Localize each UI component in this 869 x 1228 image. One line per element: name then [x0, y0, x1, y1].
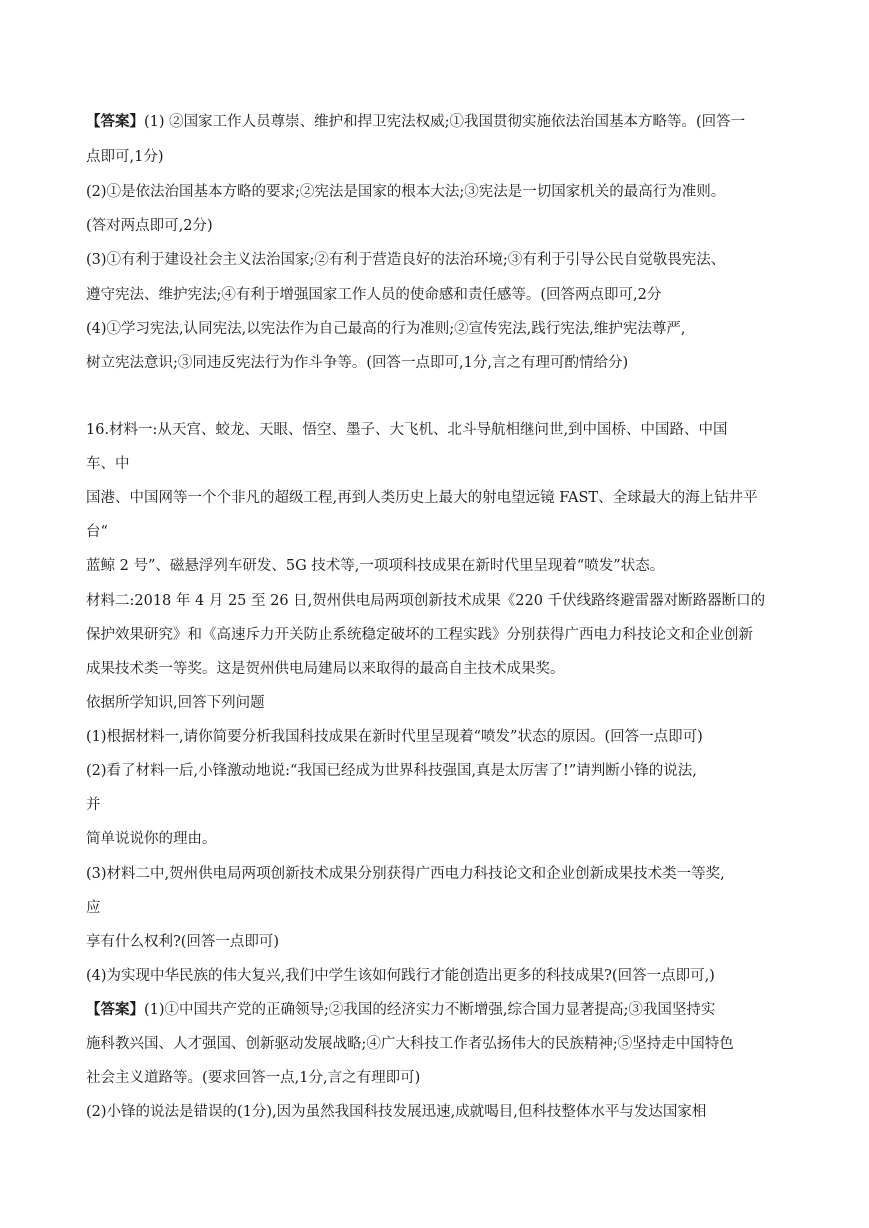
answer-1-line-8: 树立宪法意识;③同违反宪法行为作斗争等。(回答一点即可,1分,言之有理可酌情给分): [86, 355, 629, 371]
question-16-line-6: 材料二:2018 年 4 月 25 至 26 日,贺州供电局两项创新技术成果《220 千伏线路终避雷器对断路器断口的: [86, 593, 766, 609]
answer-1-line-6: 遵守宪法、维护宪法;④有利于增强国家工作人员的使命感和责任感等。(回答两点即可,2分: [86, 287, 662, 303]
answer-text: (1) ②国家工作人员尊崇、维护和捍卫宪法权威;①我国贯彻实施依法治国基本方略等。(回答一: [144, 114, 746, 130]
answer-text: (1)①中国共产党的正确领导;②我国的经济实力不断增强,综合国力显著提高;③我国坚持实: [144, 1002, 716, 1018]
question-16-line-1: 16.材料一:从天宫、蛟龙、天眼、悟空、墨子、大飞机、北斗导航相继问世,到中国桥、中国路、中国: [86, 422, 728, 438]
question-16-line-2: 车、中: [86, 456, 130, 472]
answer-2-line-2: 施科教兴国、人才强国、创新驱动发展战略;④广大科技工作者弘扬伟大的民族精神;⑤坚持走中国特色: [86, 1036, 734, 1052]
answer-1-line-4: (答对两点即可,2分): [86, 218, 213, 234]
question-16-line-4: 台“: [86, 524, 108, 540]
answer-1-line-7: (4)①学习宪法,认同宪法,以宪法作为自己最高的行为准则;②宣传宪法,践行宪法,维护宪法尊严,: [86, 321, 686, 337]
question-16-line-8: 成果技术类一等奖。这是贺州供电局建局以来取得的最高自主技术成果奖。: [86, 661, 565, 677]
answer-tag: 【答案】: [86, 113, 144, 130]
answer-1-line-5: (3)①有利于建设社会主义法治国家;②有利于营造良好的法治环境;③有利于引导公民自觉敬畏宪法、: [86, 252, 726, 268]
question-16-line-14: (3)材料二中,贺州供电局两项创新技术成果分别获得广西电力科技论文和企业创新成果技术类一等奖,: [86, 866, 725, 882]
answer-2-line-4: (2)小锋的说法是错误的(1分),因为虽然我国科技发展迅速,成就喝目,但科技整体水平与发达国家相: [86, 1104, 707, 1120]
question-16-line-16: 享有什么权利?(回答一点即可): [86, 934, 280, 950]
question-16-line-15: 应: [86, 900, 101, 916]
answer-2-line-3: 社会主义道路等。(要求回答一点,1分,言之有理即可): [86, 1070, 421, 1086]
question-16-line-5: 蓝鲸 2 号”、磁悬浮列车研发、5G 技术等,一项项科技成果在新时代里呈现着“喷发”状态。: [86, 558, 665, 574]
question-16-line-17: (4)为实现中华民族的伟大复兴,我们中学生该如何践行才能创造出更多的科技成果?(回答一点即可,): [86, 968, 715, 984]
question-16-line-7: 保护效果研究》和《高速斥力开关防止系统稳定破坏的工程实践》分别获得广西电力科技论文和企业创新: [86, 627, 753, 643]
answer-tag: 【答案】: [86, 1001, 144, 1018]
question-16-line-3: 国港、中国网等一个个非凡的超级工程,再到人类历史上最大的射电望远镜 FAST、全球最大的海上钻井平: [86, 490, 758, 506]
answer-1-line-3: (2)①是依法治国基本方略的要求;②宪法是国家的根本大法;③宪法是一切国家机关的最高行为准则。: [86, 184, 726, 200]
answer-2-line-1: [86, 1000, 798, 1020]
question-16-line-12: 并: [86, 797, 101, 813]
question-16-line-9: 依据所学知识,回答下列问题: [86, 695, 265, 711]
question-16-line-11: (2)看了材料一后,小锋激动地说:“我国已经成为世界科技强国,真是太厉害了!”请判断小锋的说法,: [86, 763, 697, 779]
answer-1-line-1: [86, 112, 798, 132]
question-16-line-10: (1)根据材料一,请你简要分析我国科技成果在新时代里呈现着“喷发”状态的原因。(回答一点即可): [86, 729, 703, 745]
answer-1-line-2: 点即可,1分): [86, 149, 164, 165]
question-16-line-13: 简单说说你的理由。: [86, 831, 217, 847]
